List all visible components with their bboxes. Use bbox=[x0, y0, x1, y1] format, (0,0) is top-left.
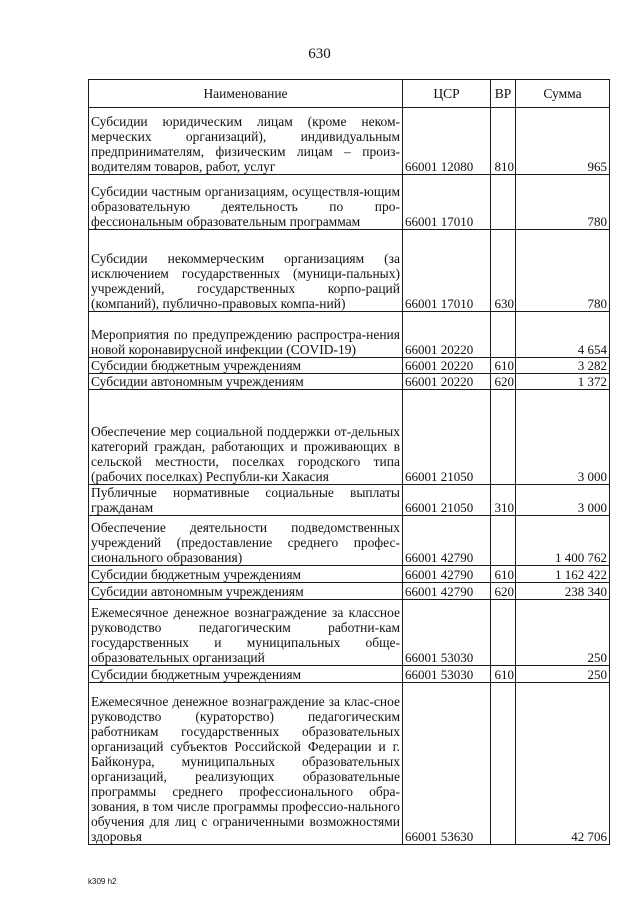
row-csr: 66001 17010 bbox=[403, 230, 491, 312]
row-sum: 4 654 bbox=[516, 312, 610, 358]
row-sum: 250 bbox=[516, 600, 610, 666]
row-name: Ежемесячное денежное вознаграждение за клас-сное руководство (кураторство) педагогическим работникам государственных образовательных организаций субъектов Российской Федерации и г. Байконура, муниципальных образовательных организаций, реализующих образовательные программы среднего профессионального обра-зования, в том числе программы профессио-нального обучения для лиц с ограниченными возможностями здоровья bbox=[89, 683, 403, 845]
row-vr: 810 bbox=[491, 108, 516, 175]
row-csr: 66001 17010 bbox=[403, 175, 491, 230]
row-vr bbox=[491, 175, 516, 230]
row-sum: 238 340 bbox=[516, 583, 610, 600]
table-row bbox=[89, 312, 610, 358]
row-csr: 66001 20220 bbox=[403, 312, 491, 358]
header-vr: ВР bbox=[491, 80, 516, 108]
table-header-row bbox=[89, 80, 610, 108]
header-sum: Сумма bbox=[516, 80, 610, 108]
row-csr: 66001 20220 bbox=[403, 358, 491, 374]
footer-code: k309 h2 bbox=[88, 877, 117, 886]
row-vr bbox=[491, 312, 516, 358]
row-name: Субсидии частным организациям, осуществля-ющим образовательную деятельность по про-фессиональным образовательным программам bbox=[89, 175, 403, 230]
row-name: Обеспечение мер социальной поддержки от-дельных категорий граждан, работающих и проживающих в сельской местности, поселках городского типа (рабочих поселках) Республи-ки Хакасия bbox=[89, 390, 403, 485]
table-row bbox=[89, 600, 610, 666]
row-csr: 66001 53630 bbox=[403, 683, 491, 845]
row-vr: 610 bbox=[491, 666, 516, 683]
table-row bbox=[89, 390, 610, 485]
row-name: Публичные нормативные социальные выплаты гражданам bbox=[89, 485, 403, 516]
table-row bbox=[89, 175, 610, 230]
row-csr: 66001 42790 bbox=[403, 583, 491, 600]
row-sum: 780 bbox=[516, 175, 610, 230]
row-sum: 1 372 bbox=[516, 374, 610, 390]
table-row bbox=[89, 230, 610, 312]
table-row bbox=[89, 516, 610, 566]
row-sum: 250 bbox=[516, 666, 610, 683]
row-csr: 66001 42790 bbox=[403, 516, 491, 566]
row-vr: 610 bbox=[491, 566, 516, 583]
row-sum: 780 bbox=[516, 230, 610, 312]
table-row bbox=[89, 583, 610, 600]
row-vr bbox=[491, 683, 516, 845]
row-name: Субсидии автономным учреждениям bbox=[89, 583, 403, 600]
row-name: Субсидии автономным учреждениям bbox=[89, 374, 403, 390]
table-row bbox=[89, 374, 610, 390]
row-name: Субсидии юридическим лицам (кроме неком-мерческих организаций), индивидуальным предпринимателям, физическим лицам – произ-водителям товаров, работ, услуг bbox=[89, 108, 403, 175]
row-vr bbox=[491, 390, 516, 485]
row-csr: 66001 53030 bbox=[403, 666, 491, 683]
row-vr: 620 bbox=[491, 374, 516, 390]
row-name: Субсидии бюджетным учреждениям bbox=[89, 666, 403, 683]
page-number: 630 bbox=[308, 46, 331, 62]
row-name: Обеспечение деятельности подведомственных учреждений (предоставление среднего профес-сионального образования) bbox=[89, 516, 403, 566]
row-csr: 66001 12080 bbox=[403, 108, 491, 175]
row-name: Субсидии некоммерческим организациям (за исключением государственных (муници-пальных) учреждений, государственных корпо-раций (компаний), публично-правовых компа-ний) bbox=[89, 230, 403, 312]
row-csr: 66001 21050 bbox=[403, 390, 491, 485]
row-name: Субсидии бюджетным учреждениям bbox=[89, 566, 403, 583]
row-sum: 3 282 bbox=[516, 358, 610, 374]
row-vr bbox=[491, 600, 516, 666]
table-row bbox=[89, 666, 610, 683]
row-csr: 66001 20220 bbox=[403, 374, 491, 390]
table-row bbox=[89, 358, 610, 374]
table-row bbox=[89, 566, 610, 583]
row-csr: 66001 42790 bbox=[403, 566, 491, 583]
row-sum: 42 706 bbox=[516, 683, 610, 845]
row-sum: 3 000 bbox=[516, 390, 610, 485]
row-sum: 1 400 762 bbox=[516, 516, 610, 566]
row-sum: 965 bbox=[516, 108, 610, 175]
table-row bbox=[89, 485, 610, 516]
row-vr: 630 bbox=[491, 230, 516, 312]
budget-table bbox=[88, 79, 610, 845]
table-row bbox=[89, 683, 610, 845]
row-name: Мероприятия по предупреждению распростра-нения новой коронавирусной инфекции (COVID-19) bbox=[89, 312, 403, 358]
row-vr: 620 bbox=[491, 583, 516, 600]
row-vr: 310 bbox=[491, 485, 516, 516]
header-name: Наименование bbox=[89, 80, 403, 108]
row-csr: 66001 53030 bbox=[403, 600, 491, 666]
row-name: Субсидии бюджетным учреждениям bbox=[89, 358, 403, 374]
row-sum: 3 000 bbox=[516, 485, 610, 516]
row-sum: 1 162 422 bbox=[516, 566, 610, 583]
row-vr bbox=[491, 516, 516, 566]
row-vr: 610 bbox=[491, 358, 516, 374]
row-csr: 66001 21050 bbox=[403, 485, 491, 516]
header-csr: ЦСР bbox=[403, 80, 491, 108]
row-name: Ежемесячное денежное вознаграждение за классное руководство педагогическим работни-кам государственных и муниципальных обще-образовательных организаций bbox=[89, 600, 403, 666]
table-row bbox=[89, 108, 610, 175]
